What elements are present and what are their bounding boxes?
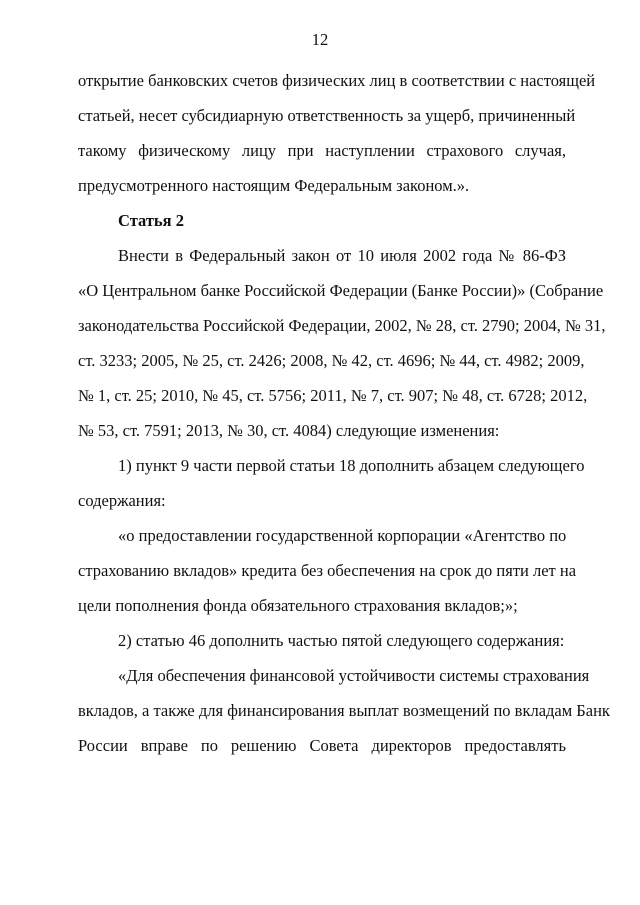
text-line: цели пополнения фонда обязательного страхования вкладов;»; [78,596,518,615]
paragraph-continuation [78,70,596,210]
text-line: страхованию вкладов» кредита без обеспечения на срок до пяти лет на [78,561,577,580]
text-line: «о предоставлении государственной корпорации «Агентство по [118,526,567,545]
paragraph-amendment-intro [78,245,606,455]
text-line: № 1, ст. 25; 2010, № 45, ст. 5756; 2011, № 7, ст. 907; № 48, ст. 6728; 2012, [78,386,588,405]
text-line: России вправе по решению Совета директоров предоставлять [78,736,566,755]
text-line: 2) статью 46 дополнить частью пятой следующего содержания: [118,631,565,650]
text-line: содержания: [78,491,166,510]
text-line: предусмотренного настоящим Федеральным законом.». [78,176,470,195]
text-line: ст. 3233; 2005, № 25, ст. 2426; 2008, № 42, ст. 4696; № 44, ст. 4982; 2009, [78,351,585,370]
paragraph-quote-1 [78,525,577,630]
text-line: № 53, ст. 7591; 2013, № 30, ст. 4084) следующие изменения: [78,421,500,440]
document-body [78,70,610,770]
text-line: «О Центральном банке Российской Федерации (Банке России)» (Собрание [78,281,604,300]
text-line: такому физическому лицу при наступлении страхового случая, [78,141,566,160]
page-number: 12 [311,30,329,49]
text-line: вкладов, а также для финансирования выплат возмещений по вкладам Банк [78,701,610,720]
text-line: 1) пункт 9 части первой статьи 18 дополнить абзацем следующего [118,456,585,475]
paragraph-item-1 [78,455,585,525]
text-line: Внести в Федеральный закон от 10 июля 2002 года № 86-ФЗ [118,246,566,265]
paragraph-item-2 [78,630,566,665]
text-line: открытие банковских счетов физических лиц в соответствии с настоящей [78,71,596,90]
paragraph-quote-2 [78,665,610,770]
text-line: статьей, несет субсидиарную ответственность за ущерб, причиненный [78,106,576,125]
text-line: «Для обеспечения финансовой устойчивости системы страхования [118,666,590,685]
text-line: законодательства Российской Федерации, 2002, № 28, ст. 2790; 2004, № 31, [78,316,606,335]
article-heading: Статья 2 [118,211,184,230]
